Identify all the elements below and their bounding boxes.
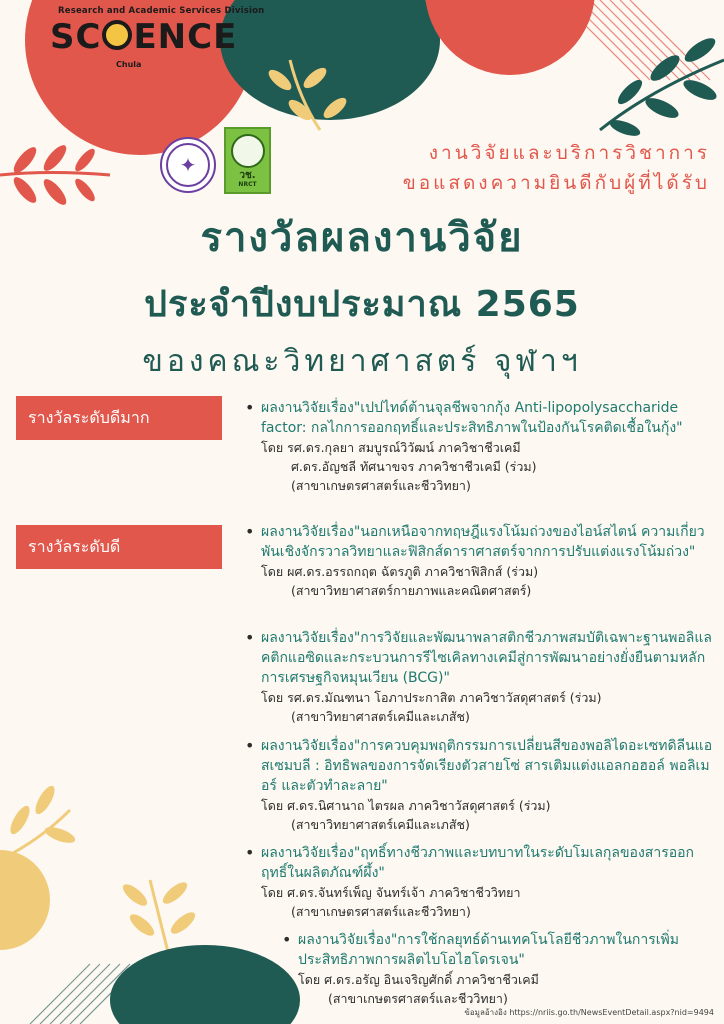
- research-title: • ผลงานวิจัยเรื่อง"การวิจัยและพัฒนาพลาสติกชีวภาพสมบัติเฉพาะฐานพอลิแลคติกแอซิดและกระบวนการรีไซเคิลทางเคมีสู่การพัฒนาอย่างยั่งยืนตามหลักการเศรษฐกิจหมุนเวียน (BCG)": [245, 628, 715, 688]
- nrct-logo: [224, 127, 271, 194]
- award-badge-very-good: รางวัลระดับดีมาก: [16, 396, 222, 440]
- research-entry-2: [245, 522, 715, 600]
- research-title: • ผลงานวิจัยเรื่อง"นอกเหนือจากทฤษฎีแรงโน้มถ่วงของไอน์สไตน์ ความเกี่ยวพันเชิงจักรวาลวิทยาและฟิสิกส์ดาราศาสตร์จากการปรับแต่งแรงโน้มถ่วง": [245, 522, 715, 562]
- research-entry-5: [245, 843, 715, 921]
- research-author: โดย ผศ.ดร.อรรถกฤต ฉัตรภูติ ภาควิชาฟิสิกส์ (ร่วม): [261, 564, 539, 579]
- research-coauthor: ศ.ดร.อัญชลี ทัศนาขจร ภาควิชาชีวเคมี (ร่วม): [291, 459, 537, 474]
- nrct-seal-icon: [231, 134, 265, 168]
- research-title: • ผลงานวิจัยเรื่อง"เปปไทด์ต้านจุลชีพจากกุ้ง Anti-lipopolysaccharide factor: กลไกการออกฤทธิ์และประสิทธิภาพในป้องกันโรคติดเชื้อในกุ้ง": [245, 398, 715, 438]
- research-field: (สาขาวิทยาศาสตร์เคมีและเภสัช): [291, 709, 470, 724]
- research-field: (สาขาวิทยาศาสตร์กายภาพและคณิตศาสตร์): [291, 583, 532, 598]
- research-title: • ผลงานวิจัยเรื่อง"การใช้กลยุทธ์ด้านเทคโนโลยีชีวภาพในการเพิ่มประสิทธิภาพการผลิตไบโอไฮโดรเจน": [282, 930, 702, 970]
- research-entry-6: [282, 930, 702, 1008]
- award-badge-good: รางวัลระดับดี: [16, 525, 222, 569]
- research-field: (สาขาเกษตรศาสตร์และชีววิทยา): [291, 904, 471, 919]
- research-author: โดย รศ.ดร.กุลยา สมบูรณ์วิวัฒน์ ภาควิชาชีวเคมี: [261, 440, 521, 455]
- chula-seal-logo: [160, 137, 216, 193]
- research-author: โดย ศ.ดร.อรัญ อินเจริญศักดิ์ ภาควิชาชีวเคมี: [298, 972, 539, 987]
- intro-line-2: ขอแสดงความยินดีกับผู้ที่ได้รับ: [402, 172, 710, 194]
- intro-line-1: งานวิจัยและบริการวิชาการ: [428, 142, 710, 164]
- nrct-logo-sub: NRCT: [238, 181, 257, 188]
- seal-icon: ✦: [166, 143, 210, 187]
- top-right-hatch: [560, 0, 710, 80]
- top-right-leaf-branch: [600, 34, 724, 139]
- brand-left-text: SC: [50, 17, 102, 57]
- research-field: (สาขาวิทยาศาสตร์เคมีและเภสัช): [291, 817, 470, 832]
- left-red-branch: [0, 142, 110, 208]
- research-field: (สาขาเกษตรศาสตร์และชีววิทยา): [291, 478, 471, 493]
- nrct-logo-text: วช.: [239, 170, 256, 181]
- research-entry-1: [245, 398, 715, 495]
- research-author: โดย ศ.ดร.นิศานาถ ไตรผล ภาควิชาวัสดุศาสตร์ (ร่วม): [261, 798, 551, 813]
- top-right-red-blob: [425, 0, 595, 75]
- headline-line-3: ของคณะวิทยาศาสตร์ จุฬาฯ: [142, 344, 582, 379]
- brand-right-text: ENCE: [133, 17, 238, 57]
- division-name: Research and Academic Services Division: [58, 6, 265, 16]
- reference-link[interactable]: ข้อมูลอ้างอิง https://nriis.go.th/NewsEventDetail.aspx?nid=9494: [464, 1008, 714, 1017]
- research-author: โดย รศ.ดร.มัณฑนา โอภาประกาสิต ภาควิชาวัสดุศาสตร์ (ร่วม): [261, 690, 602, 705]
- flask-icon: [102, 20, 132, 50]
- bottom-left-yellow-blob: [0, 850, 50, 950]
- research-title: • ผลงานวิจัยเรื่อง"ฤทธิ์ทางชีวภาพและบทบาทในระดับโมเลกุลของสารออกฤทธิ์ในผลิตภัณฑ์ผึ้ง": [245, 843, 715, 883]
- top-center-teal-blob: [220, 0, 440, 120]
- research-entry-3: [245, 628, 715, 726]
- bottom-left-yellow-branch: [0, 783, 77, 860]
- research-author: โดย ศ.ดร.จันทร์เพ็ญ จันทร์เจ้า ภาควิชาชีววิทยา: [261, 885, 521, 900]
- headline-line-1: รางวัลผลงานวิจัย: [200, 215, 524, 261]
- brand-sub: Chula: [116, 60, 142, 69]
- headline-line-2: ประจำปีงบประมาณ 2565: [144, 284, 580, 325]
- science-logo: [50, 17, 237, 57]
- bottom-teal-blob: [110, 945, 300, 1024]
- research-title: • ผลงานวิจัยเรื่อง"การควบคุมพฤติกรรมการเปลี่ยนสีของพอลิไดอะเซทดิลีนแอสเซมบลี : อิทธิพลของการจัดเรียงตัวสายโซ่ สารเติมแต่งแอลกอฮอล์ พอลิเมอร์ และตัวทำละลาย": [245, 736, 715, 796]
- research-field: (สาขาเกษตรศาสตร์และชีววิทยา): [328, 991, 508, 1006]
- research-entry-4: [245, 736, 715, 834]
